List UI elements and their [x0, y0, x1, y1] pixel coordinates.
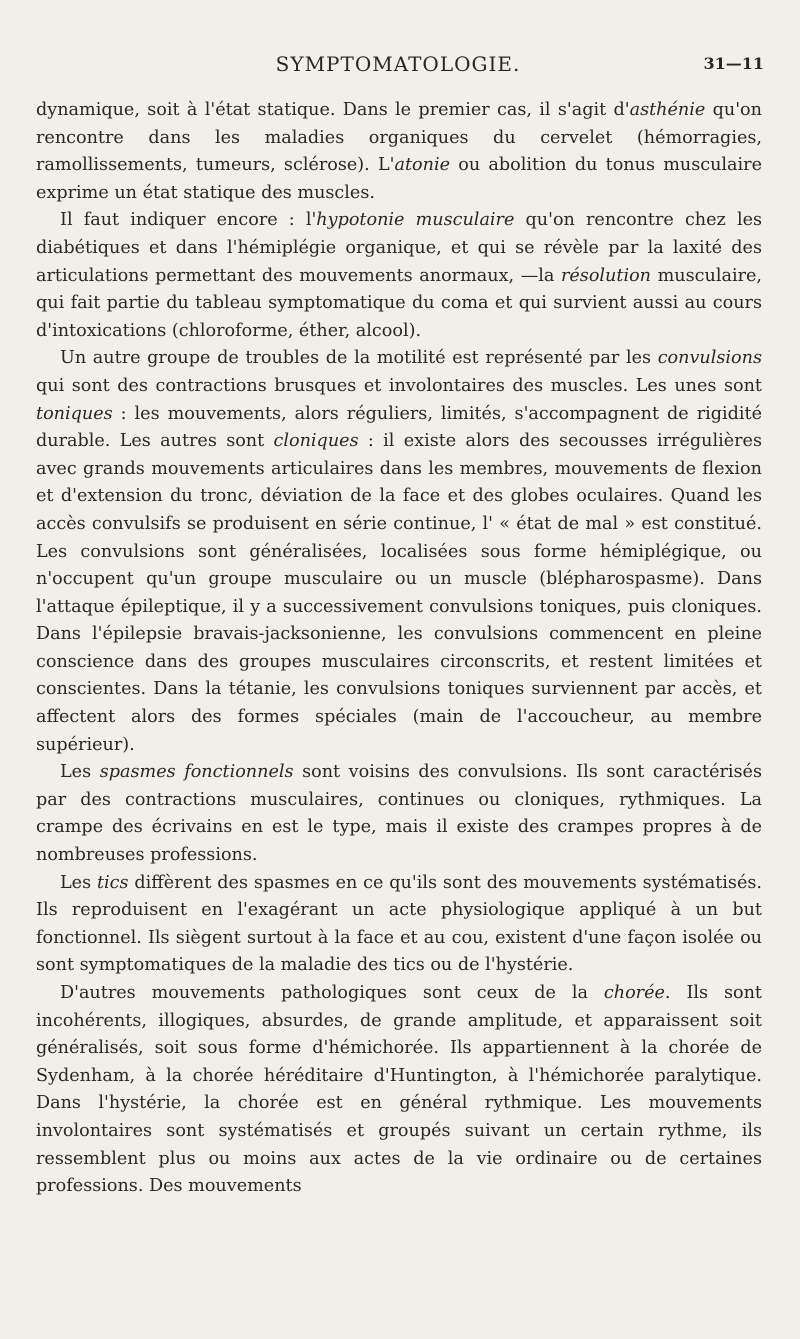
paragraph-3 — [36, 345, 762, 759]
text-run: musculaire, qui fait partie du tableau symptomatique du coma et qui survient aussi au cours d'intoxications (chloroforme, éther, alcool). — [36, 265, 762, 341]
italic-term: asthénie — [629, 100, 706, 120]
text-run: diffèrent des spasmes en ce qu'ils sont des mouvements systématisés. Ils reproduisent en l'exagérant un acte physiologique appliqué à un but fonctionnel. Ils siègent surtout à la face et au cou, existent d'une façon isolée ou sont symptomatiques de la maladie des tics ou de l'hystérie. — [36, 872, 762, 976]
page-number: 31—11 — [703, 54, 764, 73]
text-run: ou abolition du tonus musculaire exprime un état statique des muscles. — [36, 155, 762, 203]
text-run: dynamique, soit à l'état statique. Dans le premier cas, il s'agit d' — [36, 100, 630, 120]
italic-term: toniques — [36, 403, 113, 424]
body-text — [36, 97, 762, 1201]
italic-term: atonie — [394, 155, 451, 176]
paragraph-4 — [36, 759, 762, 869]
paragraph-2 — [36, 207, 762, 345]
paragraph-1 — [36, 97, 762, 207]
text-run: qu'on rencontre chez les diabétiques et dans l'hémiplégie organique, et qui se révèle par la laxité des articulations permettant des mouvements anormaux, —la — [36, 210, 763, 286]
text-run: Les — [60, 872, 97, 893]
text-run: : les mouvements, alors réguliers, limités, s'accompagnent de rigidité durable. Les autres sont — [36, 403, 762, 452]
italic-term: tics — [96, 872, 129, 893]
text-run: Un autre groupe de troubles de la motilité est représenté par les — [60, 348, 658, 369]
text-run: Les — [60, 762, 100, 783]
text-run: qu'on rencontre dans les maladies organiques du cervelet (hémorragies, ramollissements, tumeurs, sclérose). L' — [36, 100, 762, 176]
paragraph-5 — [36, 870, 762, 980]
paragraph-6 — [36, 980, 762, 1201]
text-run: D'autres mouvements pathologiques sont ceux de la — [60, 983, 604, 1003]
text-run: . Ils sont incohérents, illogiques, absurdes, de grande amplitude, et apparaissent soit généralisés, soit sous forme d'hémichorée. Ils appartiennent à la chorée de Sydenham, à la chorée héréditaire d'Huntington, à l'hémichorée paralytique. Dans l'hystérie, la chorée est en général rythmique. Les mouvements involontaires sont systématisés et groupés suivant un certain rythme, ils ressemblent plus ou moins aux actes de la vie ordinaire ou de certaines professions. Des mouvements — [36, 983, 763, 1197]
italic-term: résolution — [560, 265, 652, 286]
text-run: : il existe alors des secousses irrégulières avec grands mouvements articulaires dans les membres, mouvements de flexion et d'extension du tronc, déviation de la face et des globes oculaires. Quand les accès convulsifs se produisent en série continue, l' « état de mal » est constitué. Les convulsions sont généralisées, localisées sous forme hémiplégique, ou n'occupent qu'un groupe musculaire ou un muscle (blépharospasme). Dans l'attaque épileptique, il y a successivement convulsions toniques, puis cloniques. Dans l'épilepsie bravais-jacksonienne, les convulsions commencent en pleine conscience dans des groupes musculaires circonscrits, et restent limitées et conscientes. Dans la tétanie, les convulsions toniques surviennent par accès, et affectent alors des formes spéciales (main de l'accoucheur, au membre supérieur). — [36, 431, 762, 755]
italic-term: cloniques — [273, 431, 359, 452]
page-header — [32, 52, 764, 82]
italic-term: convulsions — [657, 348, 762, 369]
text-run: qui sont des contractions brusques et involontaires des muscles. Les unes sont — [36, 375, 762, 396]
text-run: sont voisins des convulsions. Ils sont caractérisés par des contractions musculaires, continues ou cloniques, rythmiques. La crampe des écrivains en est le type, mais il existe des crampes propres à de nombreuses professions. — [36, 762, 762, 866]
italic-term: hypotonie musculaire — [316, 210, 515, 231]
italic-term: chorée — [603, 983, 665, 1003]
running-head: SYMPTOMATOLOGIE. — [275, 52, 521, 76]
italic-term: spasmes fonctionnels — [99, 762, 294, 783]
text-run: Il faut indiquer encore : l' — [60, 210, 317, 231]
